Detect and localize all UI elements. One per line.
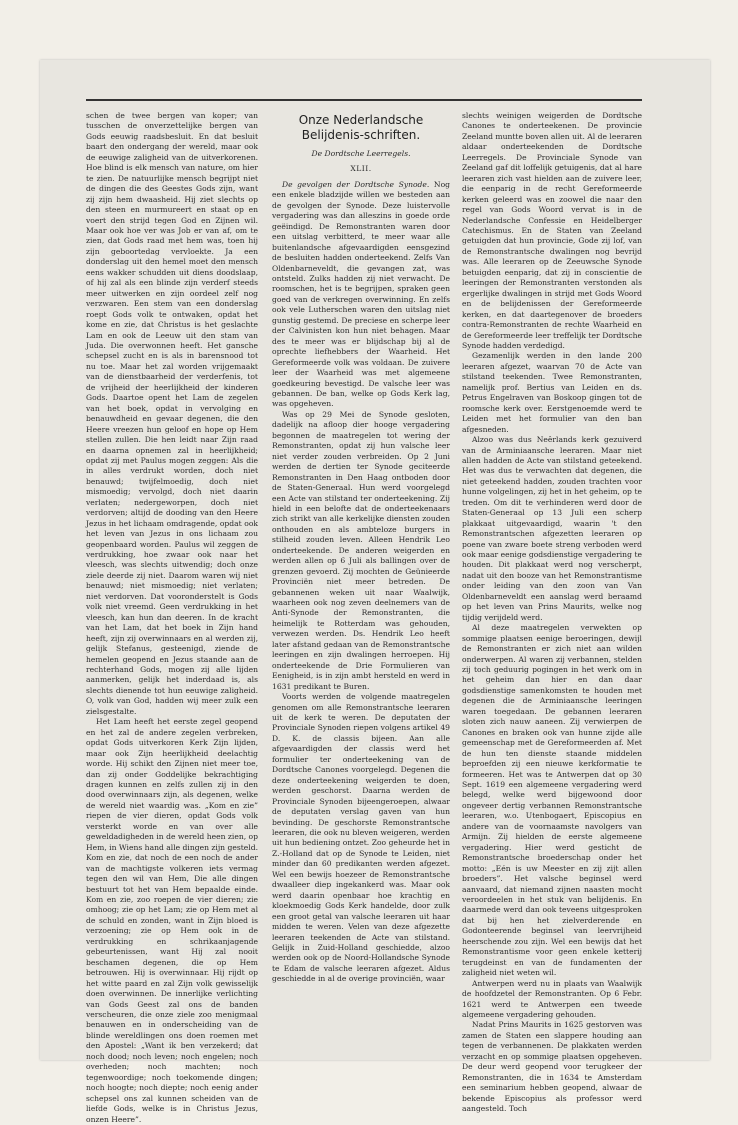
article-title: Onze Nederlandsche Belijdenis-schriften. bbox=[298, 113, 424, 142]
paragraph: Alzoo was dus Neêrlands kerk gezuiverd van de Arminiaansche leeraren. Maar niet allen hadden de Acte van stilstand geteekend. Het was dus te verwachten dat degenen, die niet geteekend hadden, zouden trachten voor hunne volgelingen, zij het in het geheim, op te treden. Om dit te verhinderen werd door de Staten-Generaal op 13 Juli een scherp plakkaat uitgevaardigd, waarin 't den Remonstrantschen afgezetten leeraren op poene van zware boete streng verboden werd ook maar eenige godsdienstige vergadering te houden. Dit plakkaat werd nog verscherpt, nadat uit den booze van het Remonstrantisme onder leiding van den zoon van Van Oldenbarneveldt een aanslag werd beraamd op het leven van Prins Maurits, welke nog tijdig verijdeld werd. bbox=[462, 435, 642, 622]
article-number: XLII. bbox=[350, 164, 372, 174]
article-lead: De gevolgen der Dordtsche Synode. bbox=[282, 179, 430, 189]
paragraph: schen de twee bergen van koper; van tusschen de onverzettelijke bergen van Gods eeuwig raadsbesluit. En dat besluit baart den ondergang der wereld, maar ook de eeuwige zaligheid van de uitverkorenen. Hoe blind is elk mensch van nature, om hier te zien. De natuurlijke mensch begrijpt niet de dingen die des Geestes Gods zijn, want zij zijn hem dwaasheid. Hij ziet slechts op den steen en murmureert en staat op en voert den strijd tegen God en Zijnen wil. Maar ook hoe ver was Job er van af, om te zien, dat Gods raad met hem was, toen hij zijn geboortedag vervloekte. Ja een donderslag uit den hemel moet den mensch eens wakker schudden uit diens doodslaap, of hij zal als een blinde zijn verderf steeds meer uitwerken en zijn oordeel zelf nog verzwaren. Een stem van een donderslag roept Gods volk te ontwaken, opdat het kome en zie, dat Christus is het geslachte Lam en ook de Leeuw uit den stam van Juda. Die overwonnen heeft. Het gansche schepsel zucht en is als in barensnood tot nu toe. Maar het zal worden vrijgemaakt van de dienstbaarheid der verderfenis, tot de vrijheid der heerlijkheid der kinderen Gods. Daartoe opent het Lam de zegelen van het boek, opdat in vervolging en benauwdheid en gevaar degenen, die den Heere vreezen hun geloof en hope op Hem stellen zullen. Die hen leidt naar Zijn raad en daarna opnemen zal in heerlijkheid; opdat zij met Paulus mogen zeggen: Als die in alles verdrukt worden, doch niet benauwd; twijfelmoedig, doch niet mismoedig; vervolgd, doch niet daarin verlaten; nedergeworpen, doch niet verdorven; altijd de dooding van den Heere Jezus in het lichaam omdragende, opdat ook het leven van Jezus in ons lichaam zou geopenbaard worden. Paulus wil zeggen de verdrukking, hoe zwaar ook naar het vleesch, was slechts uitwendig; doch onze ziele deerde zij niet. Daarom waren wij niet benauwd; niet mismoedig; niet verlaten; niet verdorven. Dat vooronderstelt is Gods volk niet vreemd. Geen verdrukking in het vleesch, kan hun dan deeren. In de kracht van het Lam, dat het boek in Zijn hand heeft, zijn zij overwinnaars en al werden zij, gelijk Stefanus, gesteenigd, ziende de hemelen geopend en Jezus staande aan de rechterhand Gods, mogen zij alle lijden aanmerken, gelijk het inderdaad is, als slechts dienende tot hun eeuwige zaligheid. O, volk van God, hadden wij meer zulk een zielsgestalte. bbox=[86, 111, 258, 716]
column-left bbox=[86, 111, 258, 1125]
paragraph: Het Lam heeft het eerste zegel geopend en het zal de andere zegelen verbreken, opdat Gods uitverkoren Kerk Zijn lijden, maar ook Zijn heerlijkheid deelachtig worde. Hij schikt den Zijnen niet meer toe, dan zij onder Goddelijke bekrachtiging dragen kunnen en zelfs zullen zij in den dood overwinnaars zijn, als degenen, welke de wereld niet waardig was. „Kom en zie” riepen de vier dieren, opdat Gods volk versterkt worde en van over alle geweldadigheden in de wereld heen zien, op Hem, in Wiens hand alle dingen zijn gesteld. Kom en zie, dat noch de een noch de ander van de machtigste volkeren iets vermag tegen den wil van Hem, Die alle dingen bestuurt tot het van Hem bepaalde einde. Kom en zie, zoo roepen de vier dieren; zie omhoog; zie op het Lam; zie op Hem met al de schuld en zonden, want in Zijn bloed is verzoening; zie op Hem ook in de verdrukking en schrikaanjagende gebeurtenissen, want Hij zal nooit beschamen degenen, die op Hem betrouwen. Hij is overwinnaar. Hij rijdt op het witte paard en zal Zijn volk gewisselijk doen overwinnen. De innerlijke verlichting van Gods Geest zal ons de banden verscheuren, die onze ziele zoo menigmaal benauwen en in onderscheiding van de blinde wereldlingen ons doen roemen met den Apostel: „Want ik ben verzekerd; dat noch dood; noch leven; noch engelen; noch overheden; noch machten; noch tegenwoordige; noch toekomende dingen; noch hoogte; noch diepte; noch eenig ander schepsel ons zal kunnen scheiden van de liefde Gods, welke is in Christus Jezus, onzen Heere”. bbox=[86, 717, 258, 1124]
paragraph: Antwerpen werd nu in plaats van Waalwijk de hoofdzetel der Remonstranten. Op 6 Febr. 1621 werd te Antwerpen een tweede algemeene vergadering gehouden. bbox=[462, 978, 642, 1019]
column-right bbox=[462, 111, 642, 1115]
paragraph: Voorts werden de volgende maatregelen genomen om alle Remonstrantsche leeraren uit de kerk te weren. De deputaten der Provinciale Synoden riepen volgens artikel 49 D. K. de classis bijeen. Aan alle afgevaardigden der classis werd het formulier ter onderteekening van de Dordtsche Canones voorgelegd. Degenen die deze onderteekening weigerden te doen, werden geschorst. Daarna werden de Provinciale Synoden bijeengeroepen, alwaar de deputaten verslag gaven van hun bevinding. De geschorste Remonstrantsche leeraren, die ook nu bleven weigeren, werden uit hun bediening ontzet. Zoo geheurde het in Z.-Holland dat op de Synode te Leiden, niet minder dan 60 predikanten werden afgezet. Wel een bewijs hoezeer de Remonstrantsche dwaalleer diep ingekankerd was. Maar ook werd daarin openbaar hoe krachtig en kloekmoedig Gods Kerk handelde, door zulk een groot getal van valsche leeraren uit haar midden te weren. Velen van deze afgezette leeraren teekenden de Acte van stilstand. Gelijk in Zuid-Holland geschiedde, alzoo werden ook op de Noord-Hollandsche Synode te Edam de valsche leeraren afgezet. Aldus geschiedde in al de overige provinciën, waar bbox=[272, 692, 450, 984]
paragraph: Nog een enkele bladzijde willen we besteden aan de gevolgen der Synode. Deze luistervolle vergadering was dan alleszins in goede orde geëindigd. De Remonstranten waren door een uitslag verbitterd, te meer waar alle buitenlandsche afgevaardigden eensgezind de besluiten hadden onderteekend. Zelfs Van Oldenbarneveldt, die gevangen zat, was ontsteld. Zulks hadden zij niet verwacht. De roomschen, het is te begrijpen, spraken geen goed van de verkregen overwinning. En zelfs ook vele Lutherschen waren den uitslag niet gunstig gestemd. De preciese en scherpe leer der Calvinisten kon hun niet behagen. Maar des te meer was er blijdschap bij al de oprechte liefhebbers der Waarheid. Het Gereformeerde volk was voldaan. De zuivere leer der Waarheid was met algemeene goedkeuring bevestigd. De valsche leer was gebannen. De ban, welke op Gods Kerk lag, was opgeheven. bbox=[272, 179, 450, 409]
paragraph: slechts weinigen weigerden de Dordtsche Canones te onderteekenen. De provincie Zeeland muntte boven allen uit. Al de leeraren aldaar onderteekenden de Dordtsche Leerregels. De Provinciale Synode van Zeeland gaf dit loffelijk getuigenis, dat al hare leeraren zich vast hielden aan de zuivere leer, die eenparig in de recht Gereformeerde kerken geleerd was en zoowel die naar den regel van Gods Woord vervat is in de Nederlandsche Confessie en Heidelberger Catechismus. En de Staten van Zeeland getuigden dat hun provincie, Gode zij lof, van de Remonstrantsche dwalingen nog bevrijd was. Alle leeraren op de Zeeuwsche Synode betuigden eenparig, dat zij in conscientie de leeringen der Remonstranten verstonden als ergerlijke dwalingen in strijd met Gods Woord en de belijdenissen der Gereformeerde kerken, en dat daartegenover de broeders contra-Remonstranten de rechte Waarheid en de Gereformeerde leer treffelijk ter Dordtsche Synode hadden verdedigd. bbox=[462, 111, 642, 350]
article-subtitle: De Dordtsche Leerregels. bbox=[311, 149, 411, 158]
paragraph: Al deze maatregelen verwekten op sommige plaatsen eenige beroeringen, dewijl de Remonstranten er zich niet aan wilden onderwerpen. Al waren zij verbannen, stelden zij toch geduurig pogingen in het werk om in het geheim dan hier en dan daar godsdienstige samenkomsten te houden met degenen die de Arminiaansche leeringen waren toegedaan. De gebannen leeraren sloten zich nauw aaneen. Zij verwierpen de Canones en braken ook van hunne zijde alle gemeenschap met de Gereformeerden af. Met de hun ten dienste staande middelen beproefden zij een nieuwe kerkformatie te formeeren. Het was te Antwerpen dat op 30 Sept. 1619 een algemeene vergadering werd belegd, welke werd bijgewoond door ongeveer dertig verbannen Remonstrantsche leeraren, w.o. Utenbogaert, Episcopius en andere van de voornaamste navolgers van Armijn. Zij hielden de eerste algemeene vergadering. Hier werd gesticht de Remonstrantsche broederschap onder het motto: „Eén is uw Meester en zij zijt allen broeders”. Het valsche beginsel werd aanvaard, dat niemand zijnen naasten mocht veroordeelen in het stuk van belijdenis. En daarmede werd dan ook teveens uitgesproken dat bij hen het zielverderende en Godonteerende beginsel van leervrijheid heerschende zou zijn. Wel een bewijs dat het Remonstrantisme voor geen enkele ketterij terugdeinst en van de fundamenten der zaligheid niet weten wil. bbox=[462, 623, 642, 978]
paragraph: Nadat Prins Maurits in 1625 gestorven was zamen de Staten een slappere houding aan tegen de verbannenen. De plakkaten werden verzacht en op sommige plaatsen opgeheven. De deur werd geopend voor terugkeer der Remonstranten, die in 1634 te Amsterdam een seminarium hebben geopend, alwaar de bekende Episcopius als professor werd aangesteld. Toch bbox=[462, 1020, 642, 1114]
paragraph: Was op 29 Mei de Synode gesloten, dadelijk na afloop dier hooge vergadering begonnen de maatregelen tot wering der Remonstranten, opdat zij hun valsche leer niet verder zouden verbreiden. Op 2 Juni werden de dertien ter Synode geciteerde Remonstranten in Den Haag ontboden door de Staten-Generaal. Hun werd voorgelegd een Acte van stilstand ter onderteekening. Zij hield in een belofte dat de onderteekenaars zich strikt van alle kerkelijke diensten zouden onthouden en als ambteloze burgers in stilheid zouden leven. Alleen Hendrik Leo onderteekende. De anderen weigerden en werden allen op 6 Juli als ballingen over de grenzen gevoerd. Zij mochten de Geünieerde Provinciën niet meer betreden. De gebannenen weken uit naar Waalwijk, waarheen ook nog zeven deelnemers van de Anti-Synode der Remonstranten, die heimelijk te Rotterdam was gehouden, verwezen werden. Ds. Hendrik Leo heeft later afstand gedaan van de Remonstrantsche leeringen en zijn dwalingen herroepen. Hij onderteekende de Drie Formulieren van Eenigheid, is in zijn ambt hersteld en werd in 1631 predikant te Buren. bbox=[272, 409, 450, 691]
paragraph: Gezamenlijk werden in den lande 200 leeraren afgezet, waarvan 70 de Acte van stilstand teekenden. Twee Remonstranten, namelijk prof. Bertius van Leiden en ds. Petrus Engelraven van Boskoop gingen tot de roomsche kerk over. Eerstgenoemde werd te Leiden met het formulier van den ban afgesneden. bbox=[462, 351, 642, 434]
header-rule bbox=[86, 99, 642, 101]
column-middle bbox=[272, 111, 450, 985]
